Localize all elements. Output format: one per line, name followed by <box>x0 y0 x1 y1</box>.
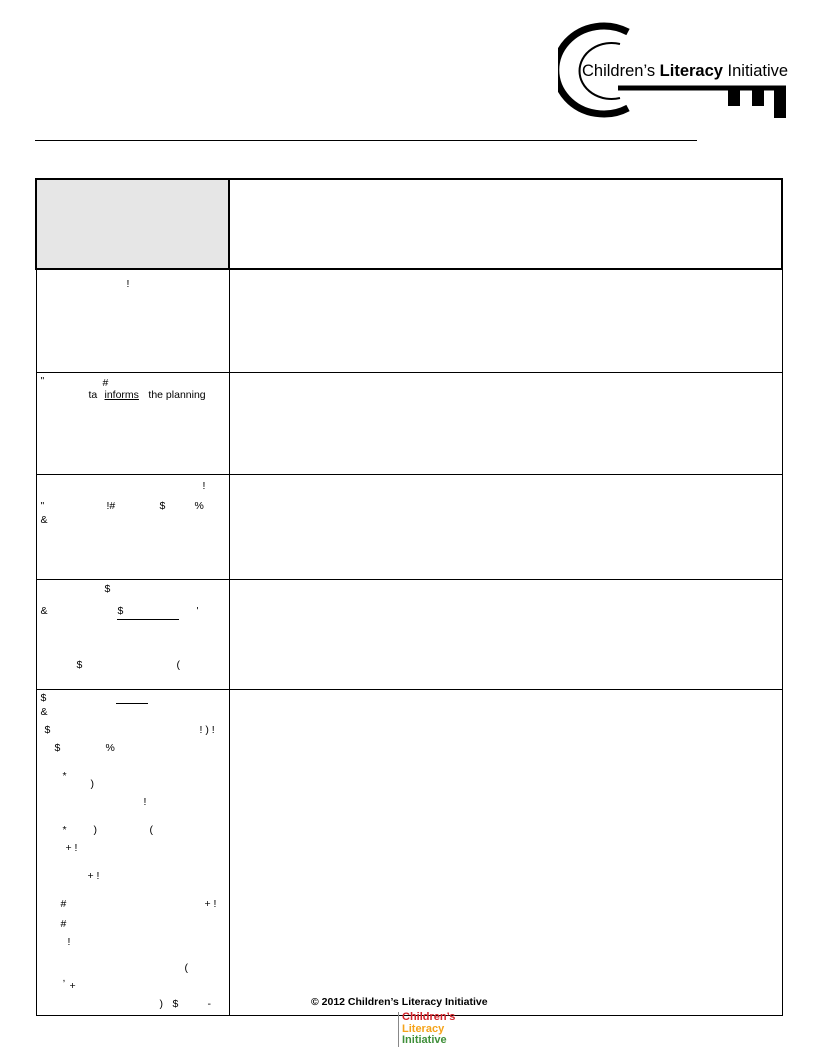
label-fragment: ) <box>93 823 97 836</box>
label-fragment: ! <box>202 479 206 492</box>
table-row <box>36 579 782 689</box>
label-fragment: ! <box>67 935 71 948</box>
label-fragment: " <box>40 374 45 387</box>
footer-mini-logo <box>398 1012 474 1047</box>
label-fragment: $ <box>159 499 166 512</box>
label-fragment: $ <box>76 658 83 671</box>
header-right-cell[interactable] <box>229 179 782 269</box>
label-fragment: $ <box>54 741 61 754</box>
logo-text-bold: Literacy <box>659 62 723 80</box>
cli-logo <box>558 20 790 120</box>
row-label-cell <box>36 372 229 474</box>
row-label-cell <box>36 474 229 579</box>
header-rule <box>35 140 697 141</box>
label-fragment: # <box>102 376 109 389</box>
label-fragment: ( <box>176 658 180 671</box>
label-fragment: % <box>105 741 115 754</box>
label-fragment: , <box>62 971 66 984</box>
label-fragment: & <box>40 604 48 617</box>
label-fragment: % <box>194 499 204 512</box>
label-fragment: * <box>62 769 67 782</box>
label-fragment: $ <box>44 723 51 736</box>
label-fragment: ! <box>143 795 147 808</box>
label-fragment: * <box>62 823 67 836</box>
label-fragment: " <box>40 499 45 512</box>
row-input-cell[interactable] <box>229 689 782 1015</box>
row-label-cell <box>36 269 229 372</box>
label-fragment: # <box>60 897 67 910</box>
label-fragment: ' <box>196 604 199 617</box>
svg-text:Children’s Literacy Initiative <box>582 62 788 80</box>
blank-underline <box>117 619 179 620</box>
label-fragment: + ! <box>65 841 78 854</box>
label-fragment: ( <box>149 823 153 836</box>
copyright-text: © 2012 Children’s Literacy Initiative <box>311 996 488 1008</box>
label-fragment: $ <box>117 604 124 617</box>
label-fragment: $ <box>104 582 111 595</box>
table-row <box>36 269 782 372</box>
label-fragment: the planning <box>145 388 206 401</box>
label-fragment: $ <box>172 997 179 1010</box>
label-fragment: ) <box>90 777 94 790</box>
mini-logo-initiative: Initiative <box>402 1034 447 1046</box>
label-fragment: # <box>60 917 67 930</box>
table-row <box>36 372 782 474</box>
label-fragment: ! <box>126 278 130 290</box>
label-fragment: + <box>69 979 76 992</box>
label-fragment: !# <box>106 499 116 512</box>
row-label-cell <box>36 689 229 1015</box>
label-fragment: & <box>40 705 48 718</box>
row-input-cell[interactable] <box>229 269 782 372</box>
mini-logo-literacy: Literacy <box>402 1022 445 1035</box>
table-row <box>36 689 782 1015</box>
label-fragment: ( <box>184 961 188 974</box>
row-label-cell <box>36 579 229 689</box>
logo-text-post: Initiative <box>722 62 789 80</box>
table-header-row <box>36 179 782 269</box>
blank-underline <box>116 703 148 704</box>
row-input-cell[interactable] <box>229 579 782 689</box>
form-table <box>35 178 783 1016</box>
label-fragment: - <box>207 997 211 1010</box>
label-fragment: ) <box>159 997 163 1010</box>
mini-logo-children: Children’s <box>402 1011 456 1023</box>
table-row <box>36 474 782 579</box>
label-fragment: + ! <box>204 897 217 910</box>
label-fragment: + ! <box>87 869 100 882</box>
header-left-cell <box>36 179 229 269</box>
label-fragment: informs <box>104 388 139 401</box>
label-fragment: $ <box>40 691 47 704</box>
row-input-cell[interactable] <box>229 372 782 474</box>
row-input-cell[interactable] <box>229 474 782 579</box>
logo-text-pre: Children’s <box>582 62 660 80</box>
label-fragment: & <box>40 513 48 526</box>
key-logo-icon <box>558 20 790 120</box>
label-fragment: ! ) ! <box>199 723 215 736</box>
label-fragment: ta <box>88 388 101 401</box>
